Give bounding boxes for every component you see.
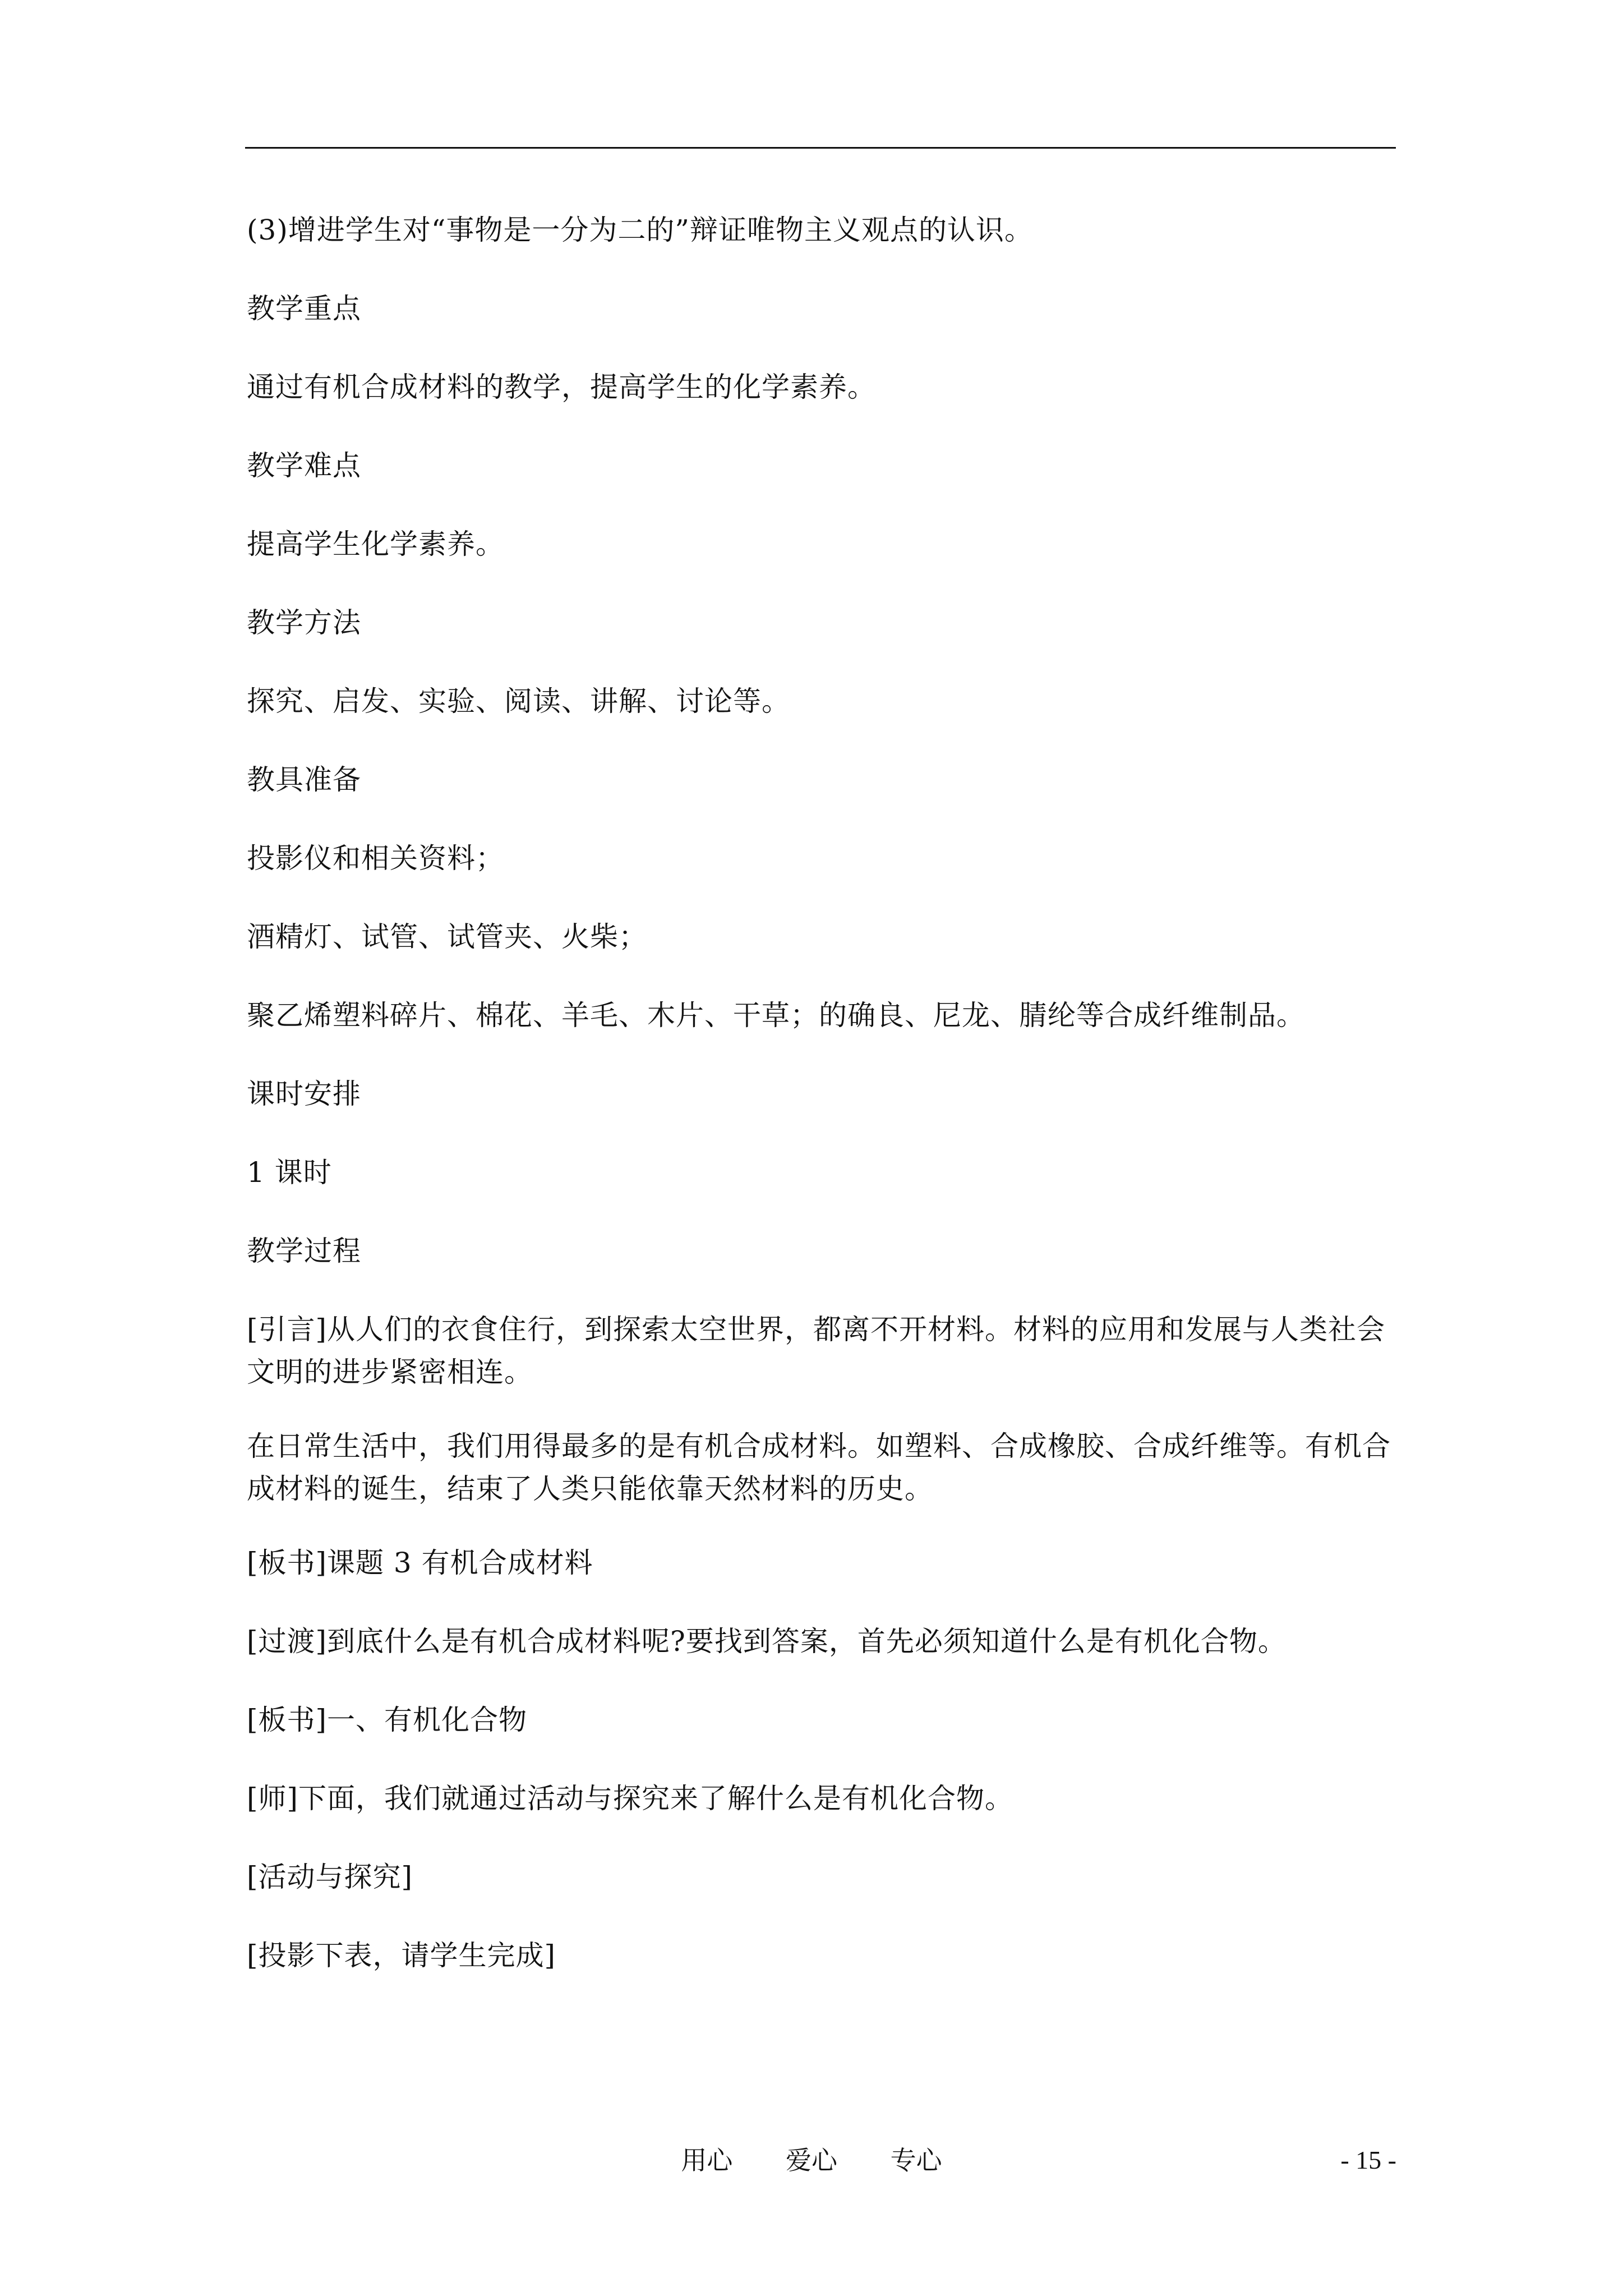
heading-teaching-aids: 教具准备 <box>247 763 361 796</box>
board-topic-3: [板书]课题 3 有机合成材料 <box>247 1547 593 1579</box>
teacher-paragraph: [师]下面，我们就通过活动与探究来了解什么是有机化合物。 <box>247 1782 1014 1815</box>
activity-and-inquiry: [活动与探究] <box>247 1861 413 1893</box>
heading-teaching-method: 教学方法 <box>247 606 361 639</box>
page-number: - 15 - <box>1340 2146 1396 2174</box>
heading-teaching-difficulty: 教学难点 <box>247 449 361 482</box>
heading-teaching-focus: 教学重点 <box>247 292 361 325</box>
header-rule <box>245 147 1396 149</box>
heading-teaching-process: 教学过程 <box>247 1235 361 1267</box>
teaching-aids-item-3: 聚乙烯塑料碎片、棉花、羊毛、木片、干草；的确良、尼龙、腈纶等合成纤维制品。 <box>247 999 1305 1032</box>
document-body <box>247 209 1396 2013</box>
footer-motto-2: 爱心 <box>786 2145 837 2175</box>
transition-paragraph: [过渡]到底什么是有机合成材料呢?要找到答案，首先必须知道什么是有机化合物。 <box>247 1625 1287 1658</box>
daily-life-paragraph: 在日常生活中，我们用得最多的是有机合成材料。如塑料、合成橡胶、合成纤维等。有机合成材料的诞生，结束了人类只能依靠天然材料的历史。 <box>247 1430 1391 1505</box>
teaching-aids-item-2: 酒精灯、试管、试管夹、火柴； <box>247 921 647 953</box>
page-footer <box>0 2141 1623 2180</box>
footer-motto-3: 专心 <box>890 2145 942 2175</box>
footer-motto-1: 用心 <box>681 2145 733 2175</box>
class-schedule-text: 1 课时 <box>247 1156 332 1189</box>
teaching-method-text: 探究、启发、实验、阅读、讲解、讨论等。 <box>247 685 790 717</box>
teaching-aids-item-1: 投影仪和相关资料； <box>247 842 504 875</box>
introduction-paragraph: [引言]从人们的衣食住行，到探索太空世界，都离不开材料。材料的应用和发展与人类社会文明的进步紧密相连。 <box>247 1313 1386 1388</box>
projection-instruction: [投影下表，请学生完成] <box>247 1939 556 1972</box>
teaching-difficulty-text: 提高学生化学素养。 <box>247 528 504 560</box>
heading-class-schedule: 课时安排 <box>247 1078 361 1110</box>
board-organic-compounds: [板书]一、有机化合物 <box>247 1704 528 1736</box>
teaching-focus-text: 通过有机合成材料的教学，提高学生的化学素养。 <box>247 371 876 403</box>
objective-3: (3)增进学生对“事物是一分为二的”辩证唯物主义观点的认识。 <box>247 214 1033 246</box>
